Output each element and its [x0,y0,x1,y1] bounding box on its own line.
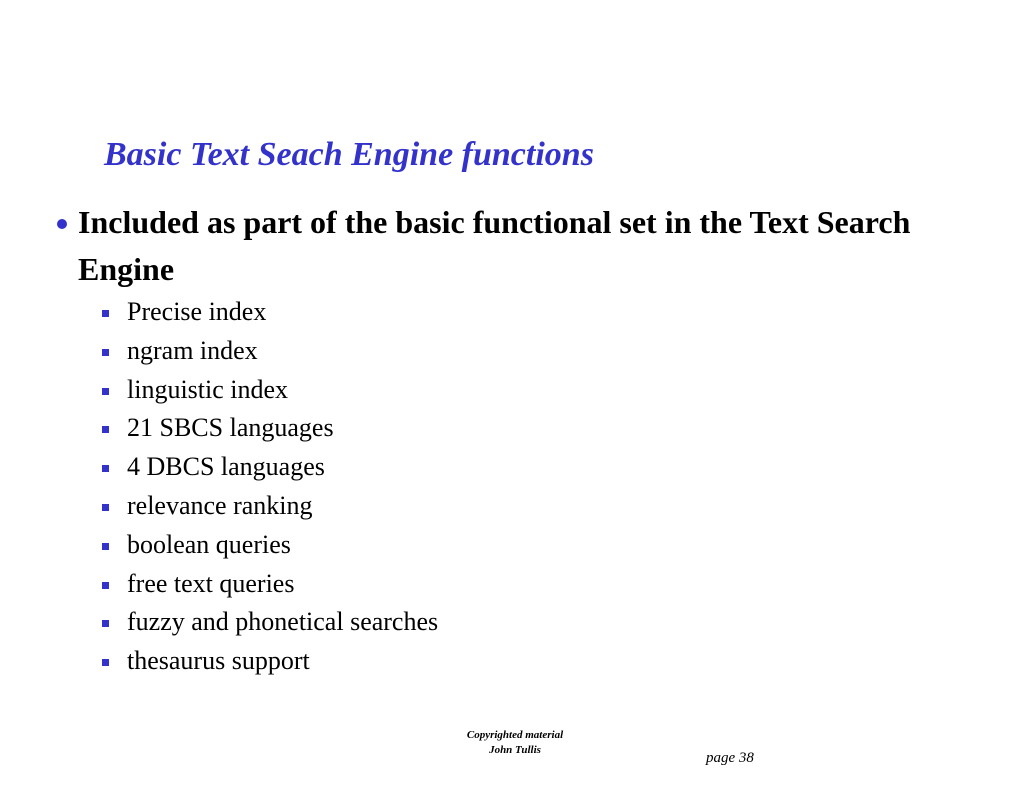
square-bullet-icon [102,659,109,666]
footer-author-text: John Tullis [489,744,541,756]
list-item-label: fuzzy and phonetical searches [127,607,439,637]
footer-copyright-text: Copyrighted material [466,729,564,741]
list-item-label: free text queries [127,568,295,598]
slide-title: Basic Text Seach Engine functions [104,136,594,173]
square-bullet-icon [102,426,109,433]
square-bullet-icon [102,620,109,627]
square-bullet-icon [102,504,109,511]
list-item-label: relevance ranking [127,490,313,520]
list-item-label: linguistic index [127,374,289,404]
list-item-label: thesaurus support [127,646,310,676]
square-bullet-icon [102,543,109,550]
main-bullet-text: Included as part of the basic functional set in the Text Search Engine [78,204,911,287]
list-item-label: boolean queries [127,529,291,559]
page-number: page 38 [706,750,754,766]
square-bullet-icon [102,582,109,589]
square-bullet-icon [102,310,109,317]
square-bullet-icon [102,465,109,472]
list-item-label: ngram index [127,335,258,365]
list-item-label: Precise index [127,297,267,326]
square-bullet-icon [102,388,109,395]
copyright-footer [400,728,630,758]
list-item-label: 21 SBCS languages [127,413,334,443]
round-bullet-icon [57,219,67,229]
square-bullet-icon [102,349,109,356]
list-item-label: 4 DBCS languages [127,452,325,482]
